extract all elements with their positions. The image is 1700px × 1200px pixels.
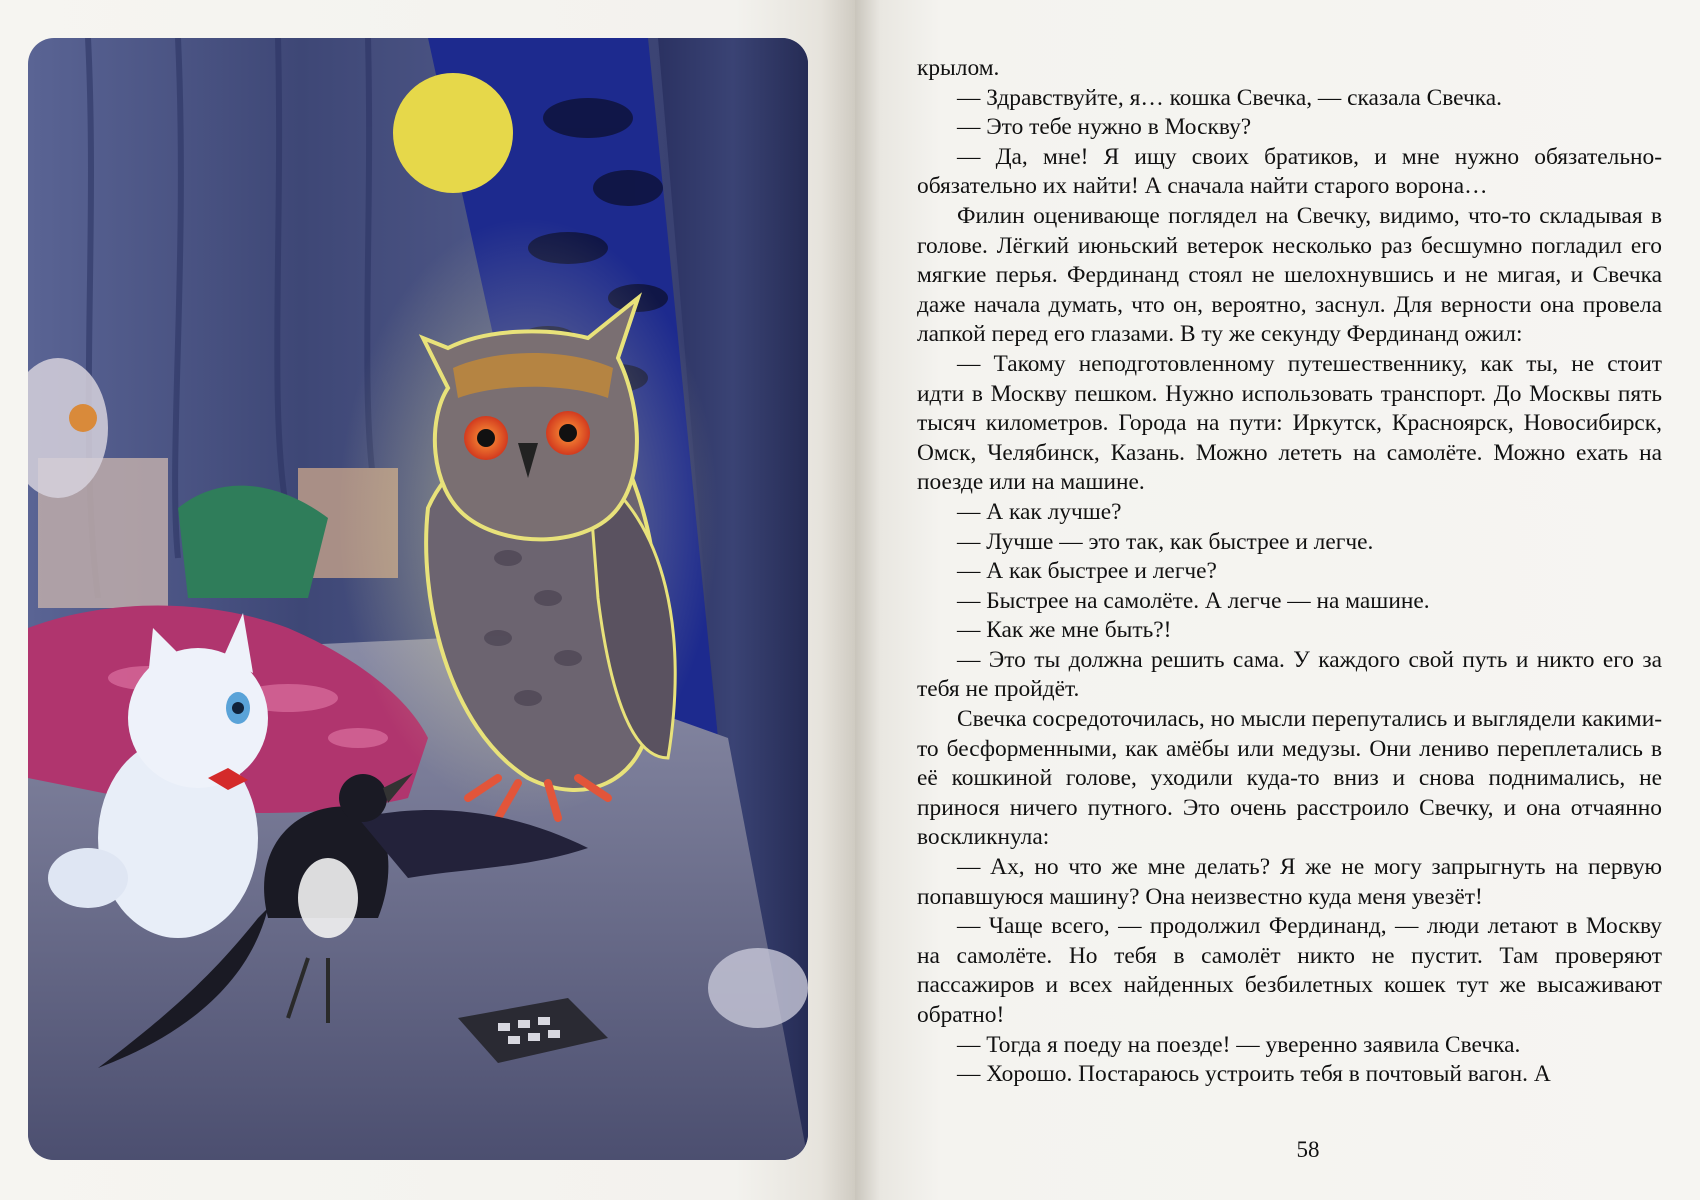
text-paragraph: — Такому неподготовленному путешественнику, как ты, не стоит идти в Москву пешком. Нужно использовать транспорт. До Москвы пять тысяч километров. Города на пути: Иркутск, Красноярск, Новосибирск, Омск, Челябинск, Казань. Можно лететь на самолёте. Можно ехать на поезде или на машине. (917, 350, 1662, 496)
text-paragraph: — А как быстрее и легче? (957, 558, 1217, 585)
text-paragraph: Филин оценивающе поглядел на Свечку, видимо, что-то складывая в голове. Лёгкий июньский ветерок несколько раз бесшумно погладил его мягкие перья. Фердинанд стоял не шелохнувшись и не мигая, и Свечка даже начала думать, что он, вероятно, заснул. Для верности она провела лапкой перед его глазами. В ту же секунду Фердинанд ожил: (917, 202, 1662, 348)
text-paragraph: — Лучше — это так, как быстрее и легче. (957, 528, 1374, 555)
text-paragraph: крылом. (917, 55, 1000, 81)
text-paragraph: — Тогда я поеду на поезде! — уверенно заявила Свечка. (957, 1031, 1521, 1058)
text-paragraph: — Хорошо. Постараюсь устроить тебя в почтовый вагон. А (957, 1061, 1551, 1088)
text-paragraph: — Это тебе нужно в Москву? (957, 114, 1252, 141)
text-paragraph: Свечка сосредоточилась, но мысли перепутались и выглядели какими-то бесформенными, как амёбы или медузы. Они лениво переплетались в её кошкиной голове, уходили куда-то вниз и снова поднимались, не принося ничего путного. Это очень расстроило Свечку, и она отчаянно воскликнула: (917, 706, 1662, 851)
illustration-owl-kitten-magpie (28, 38, 808, 1160)
text-paragraph: — Да, мне! Я ищу своих братиков, и мне нужно обязательно-обязательно их найти! А сначала найти старого ворона… (917, 143, 1662, 200)
text-paragraph: — Чаще всего, — продолжил Фердинанд, — люди летают в Москву на самолёте. Но тебя в самолёт никто не пустит. Там проверяют пассажиров и всех найденных безбилетных кошек тут же высаживают обратно! (917, 913, 1662, 1028)
page-number: 58 (1296, 1137, 1320, 1162)
text-paragraph: — Здравствуйте, я… кошка Свечка, — сказала Свечка. (957, 84, 1502, 111)
story-text (917, 54, 1662, 1090)
text-paragraph: — А как лучше? (957, 498, 1122, 525)
text-paragraph: — Как же мне быть?! (957, 617, 1172, 644)
text-paragraph: — Быстрее на самолёте. А легче — на машине. (957, 587, 1430, 614)
text-paragraph: — Это ты должна решить сама. У каждого свой путь и никто его за тебя не пройдёт. (917, 646, 1662, 703)
moon (393, 73, 513, 193)
illustration-artwork (28, 38, 808, 1160)
text-paragraph: — Ах, но что же мне делать? Я же не могу запрыгнуть на первую попавшуюся машину? Она неизвестно куда меня увезёт! (917, 854, 1662, 910)
